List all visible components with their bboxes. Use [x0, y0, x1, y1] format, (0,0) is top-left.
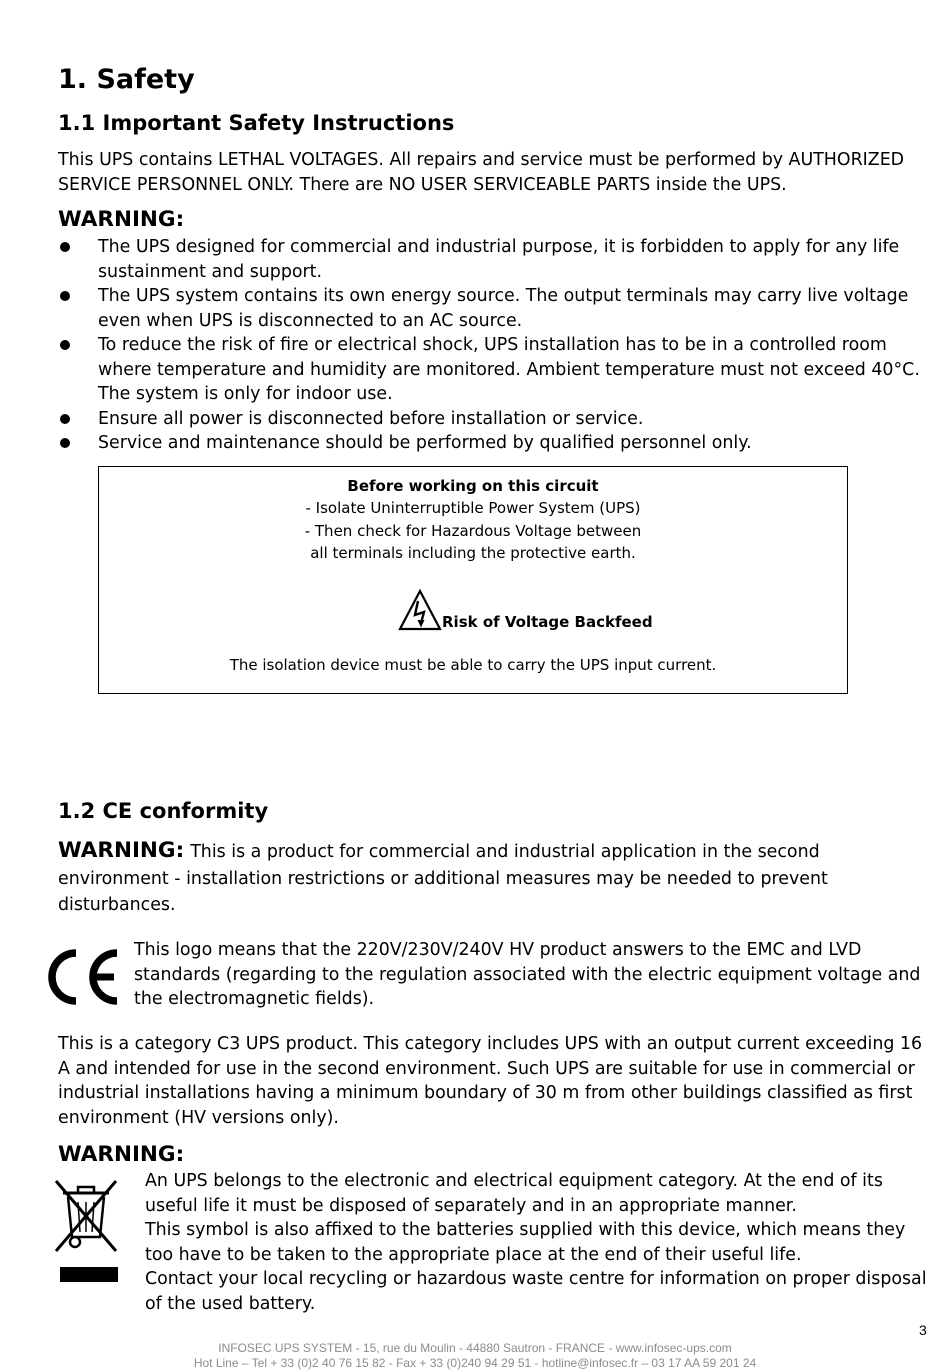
- paragraph-line: [58, 838, 828, 866]
- paragraph-line: This UPS contains LETHAL VOLTAGES. All repairs and service must be performed by AUTHORIZED: [58, 150, 905, 170]
- list-item-line: The system is only for indoor use.: [98, 384, 393, 404]
- paragraph-line: standards (regarding to the regulation associated with the electric equipment voltage and: [134, 964, 921, 985]
- list-item-line: sustainment and support.: [98, 261, 323, 282]
- notice-instructions: [99, 475, 847, 565]
- list-item-line: where temperature and humidity are monitored. Ambient temperature must not exceed 40°C.: [98, 359, 920, 380]
- warning-text: This is a product for commercial and industrial application in the second: [190, 842, 820, 862]
- bullet-icon: [60, 291, 70, 301]
- isolation-note: The isolation device must be able to carry the UPS input current.: [229, 656, 717, 674]
- paragraph-line: industrial installations having a minimum boundary of 30 m from other buildings classified as first: [58, 1083, 913, 1103]
- paragraph-line: An UPS belongs to the electronic and electrical equipment category. At the end of its: [145, 1171, 883, 1191]
- list-item-line: Ensure all power is disconnected before installation or service.: [98, 408, 644, 429]
- list-item-line: To reduce the risk of fire or electrical shock, UPS installation has to be in a controlled room: [98, 335, 887, 355]
- bullet-icon: [60, 438, 70, 448]
- bullet-icon: [60, 340, 70, 350]
- list-item-line: The UPS system contains its own energy source. The output terminals may carry live voltage: [98, 286, 909, 306]
- category-paragraph: [58, 1032, 922, 1130]
- notice-heading: Before working on this circuit: [347, 477, 599, 495]
- subsection-title: 1.2 CE conformity: [58, 799, 269, 823]
- list-item: [98, 407, 920, 432]
- weee-underline-bar: [60, 1267, 118, 1282]
- paragraph-line: SERVICE PERSONNEL ONLY. There are NO USER SERVICEABLE PARTS inside the UPS.: [58, 174, 787, 195]
- paragraph-line: A and intended for use in the second environment. Such UPS are suitable for use in commercial or: [58, 1058, 915, 1079]
- list-item: [98, 235, 920, 284]
- paragraph-line: Contact your local recycling or hazardous waste centre for information on proper disposal: [145, 1269, 927, 1290]
- paragraph-line: This symbol is also affixed to the batteries supplied with this device, which means they: [145, 1220, 906, 1241]
- disposal-paragraph: [145, 1169, 927, 1317]
- notice-line: - Isolate Uninterruptible Power System (UPS): [305, 499, 641, 518]
- crossed-out-wheelie-bin-icon: [50, 1175, 122, 1255]
- paragraph-line: of the used battery.: [145, 1293, 316, 1314]
- section-title: 1. Safety: [58, 64, 195, 95]
- warning-label: WARNING:: [58, 838, 185, 863]
- page-number: 3: [919, 1322, 927, 1338]
- paragraph-line: too have to be taken to the appropriate place at the end of their useful life.: [145, 1244, 802, 1265]
- list-item: [98, 284, 920, 333]
- list-item-line: Service and maintenance should be performed by qualified personnel only.: [98, 433, 752, 453]
- page-footer: [0, 1341, 950, 1371]
- bullet-icon: [60, 414, 70, 424]
- paragraph-line: This is a category C3 UPS product. This category includes UPS with an output current exceeding 16: [58, 1034, 923, 1054]
- high-voltage-warning-icon: [398, 588, 442, 632]
- list-item: [98, 333, 920, 407]
- list-item-line: even when UPS is disconnected to an AC source.: [98, 310, 523, 331]
- notice-line: - Then check for Hazardous Voltage between: [304, 521, 642, 540]
- warning-heading: WARNING:: [58, 1142, 185, 1167]
- paragraph-line: the electromagnetic fields).: [134, 989, 375, 1009]
- notice-line: all terminals including the protective earth.: [310, 544, 636, 563]
- paragraph-line: environment (HV versions only).: [58, 1107, 339, 1128]
- paragraph-line: useful life it must be disposed of separately and in an appropriate manner.: [145, 1195, 797, 1216]
- intro-paragraph: [58, 148, 904, 197]
- ce-logo-description: [134, 938, 920, 1012]
- list-item: [98, 431, 920, 456]
- warning-heading: WARNING:: [58, 207, 185, 232]
- bullet-icon: [60, 242, 70, 252]
- subsection-title: 1.1 Important Safety Instructions: [58, 111, 455, 135]
- risk-label: Risk of Voltage Backfeed: [442, 613, 653, 631]
- footer-contact: Hot Line – Tel + 33 (0)2 40 76 15 82 - Fax + 33 (0)240 94 29 51 - hotline@infosec.fr – 03 17 AA 59 201 24: [193, 1356, 757, 1370]
- list-item-line: The UPS designed for commercial and industrial purpose, it is forbidden to apply for any life: [98, 237, 900, 257]
- footer-address: INFOSEC UPS SYSTEM - 15, rue du Moulin - 44880 Sautron - FRANCE - www.infosec-ups.com: [218, 1341, 732, 1355]
- warning-notice-box: [98, 466, 848, 694]
- ce-mark-icon: [43, 947, 119, 1007]
- ce-warning-paragraph: [58, 838, 828, 919]
- paragraph-line: disturbances.: [58, 895, 176, 915]
- safety-bullet-list: [98, 235, 920, 456]
- paragraph-line: environment - installation restrictions or additional measures may be needed to prevent: [58, 868, 828, 889]
- paragraph-line: This logo means that the 220V/230V/240V HV product answers to the EMC and LVD: [134, 940, 862, 960]
